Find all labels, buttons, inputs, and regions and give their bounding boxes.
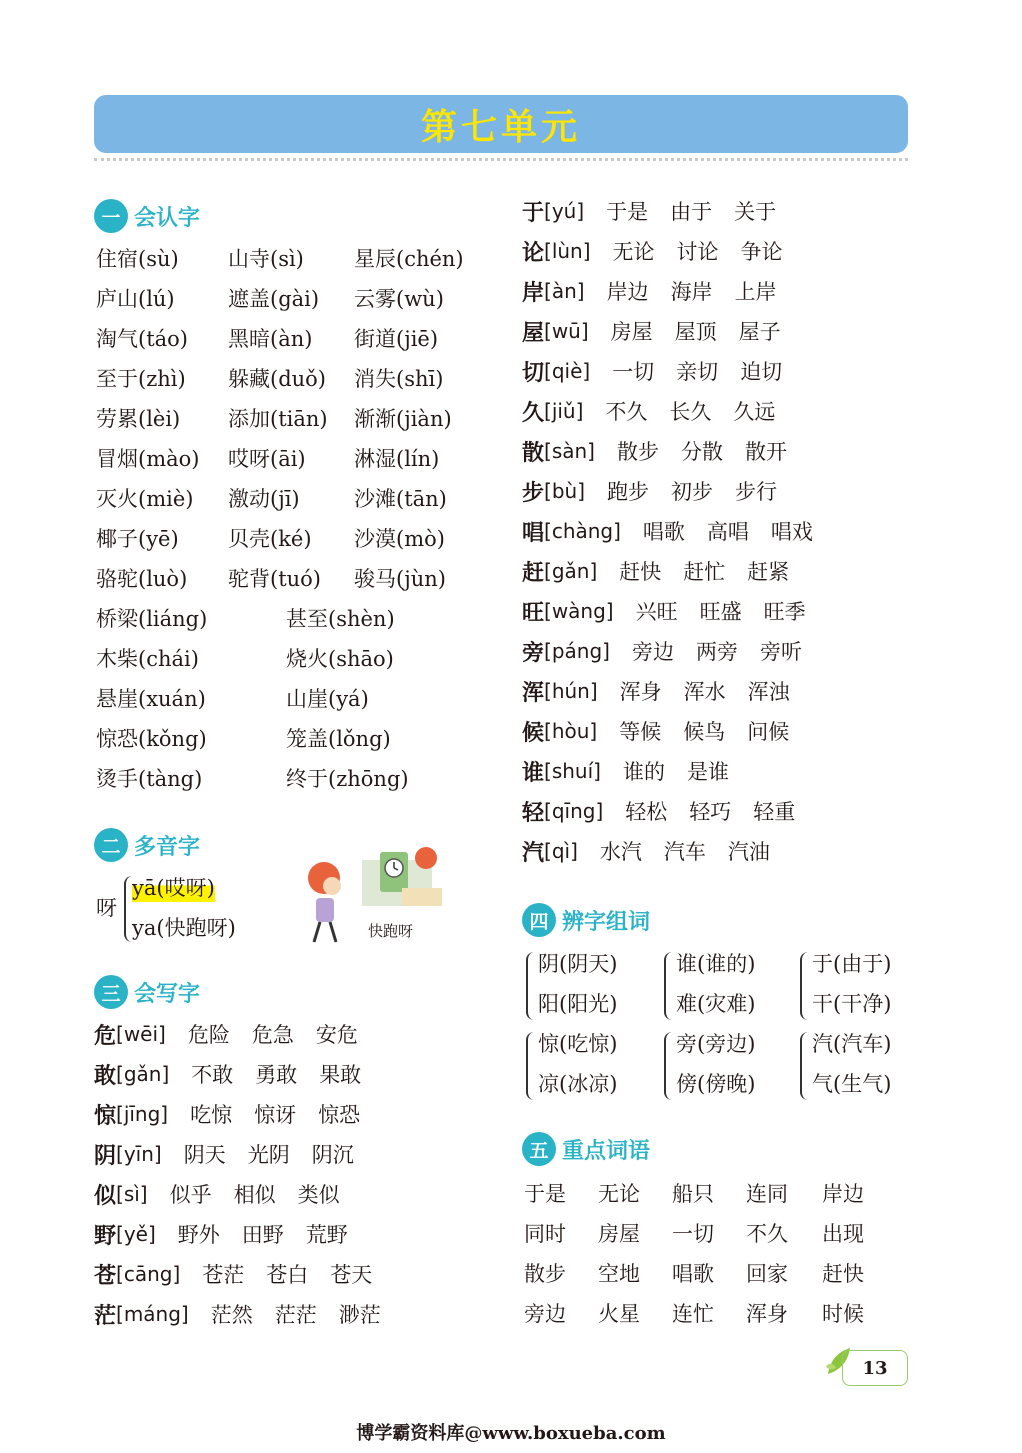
compare-word-2: 难(灾难) bbox=[676, 992, 756, 1016]
compare-brace bbox=[664, 952, 674, 1020]
example-word: 于是 bbox=[606, 200, 649, 224]
recognize-word: 椰子(yē) bbox=[96, 527, 179, 551]
write-word-row bbox=[94, 1214, 348, 1254]
compare-brace bbox=[664, 1032, 674, 1100]
recognize-word: 冒烟(mào) bbox=[96, 447, 200, 471]
example-word: 旺季 bbox=[763, 600, 806, 624]
write-example-words bbox=[189, 1299, 381, 1329]
example-word: 旺盛 bbox=[699, 600, 742, 624]
example-word: 惊讶 bbox=[254, 1103, 297, 1127]
write-char: 散 bbox=[522, 439, 545, 466]
write-word-row bbox=[94, 1134, 354, 1174]
unit-title: 第七单元 bbox=[420, 106, 581, 148]
section-2-title: 多音字 bbox=[134, 834, 201, 860]
example-word: 吃惊 bbox=[190, 1103, 233, 1127]
write-word-row bbox=[522, 471, 777, 511]
recognize-word: 住宿(sù) bbox=[96, 247, 179, 271]
example-word: 轻松 bbox=[625, 800, 668, 824]
compare-word-1: 于(由于) bbox=[812, 952, 892, 976]
key-word: 不久 bbox=[746, 1222, 788, 1246]
write-example-words bbox=[590, 356, 782, 386]
write-example-words bbox=[597, 716, 789, 746]
write-char: 苍 bbox=[94, 1262, 117, 1289]
write-char: 旁 bbox=[522, 639, 545, 666]
write-char: 屋 bbox=[522, 319, 545, 346]
example-word: 惊恐 bbox=[318, 1103, 361, 1127]
write-word-row bbox=[94, 1174, 340, 1214]
example-word: 久远 bbox=[733, 400, 776, 424]
example-word: 渺茫 bbox=[338, 1303, 381, 1327]
recognize-word: 驼背(tuó) bbox=[228, 567, 321, 591]
recognize-word: 沙滩(tān) bbox=[354, 487, 447, 511]
section-2-header bbox=[94, 828, 200, 862]
write-char: 候 bbox=[522, 719, 545, 746]
write-pinyin: [gǎn] bbox=[116, 1062, 170, 1086]
key-word: 赶快 bbox=[822, 1262, 864, 1286]
example-word: 果敢 bbox=[319, 1063, 362, 1087]
example-word: 讨论 bbox=[676, 240, 719, 264]
example-word: 长久 bbox=[669, 400, 712, 424]
write-pinyin: [chàng] bbox=[544, 519, 621, 543]
example-word: 苍茫 bbox=[202, 1263, 245, 1287]
recognize-word: 黑暗(àn) bbox=[228, 327, 313, 351]
footer-watermark: 博学霸资料库@www.boxueba.com bbox=[356, 1423, 666, 1444]
recognize-word: 遮盖(gài) bbox=[228, 287, 320, 311]
example-word: 苍天 bbox=[330, 1263, 373, 1287]
write-word-row bbox=[522, 591, 806, 631]
example-word: 水汽 bbox=[599, 840, 642, 864]
section-3-number: 三 bbox=[94, 975, 128, 1009]
write-pinyin: [máng] bbox=[116, 1302, 189, 1326]
section-1-title: 会认字 bbox=[134, 205, 201, 231]
section-1-header bbox=[94, 199, 200, 233]
example-word: 汽油 bbox=[727, 840, 770, 864]
compare-word-1: 旁(旁边) bbox=[676, 1032, 756, 1056]
recognize-word: 贝壳(ké) bbox=[228, 527, 312, 551]
write-example-words bbox=[603, 796, 795, 826]
example-word: 勇敢 bbox=[255, 1063, 298, 1087]
recognize-word: 灭火(miè) bbox=[96, 487, 194, 511]
example-word: 问候 bbox=[747, 720, 790, 744]
example-word: 危险 bbox=[187, 1023, 230, 1047]
example-word: 轻重 bbox=[753, 800, 796, 824]
example-word: 谁的 bbox=[622, 760, 665, 784]
example-word: 亲切 bbox=[676, 360, 719, 384]
write-char: 于 bbox=[522, 199, 545, 226]
write-pinyin: [àn] bbox=[544, 279, 585, 303]
write-word-row bbox=[94, 1054, 361, 1094]
recognize-word: 骏马(jùn) bbox=[354, 567, 446, 591]
write-pinyin: [qiè] bbox=[544, 359, 591, 383]
compare-word-2: 阳(阳光) bbox=[538, 992, 618, 1016]
example-word: 等候 bbox=[619, 720, 662, 744]
write-pinyin: [wàng] bbox=[544, 599, 614, 623]
write-char: 危 bbox=[94, 1022, 117, 1049]
write-word-row bbox=[522, 311, 781, 351]
unit-title-bar bbox=[94, 95, 908, 153]
write-example-words bbox=[591, 236, 783, 266]
write-word-row bbox=[522, 391, 775, 431]
example-word: 似乎 bbox=[169, 1183, 212, 1207]
compare-brace bbox=[526, 1032, 536, 1100]
recognize-word: 淋湿(lín) bbox=[354, 447, 440, 471]
write-pinyin: [yě] bbox=[116, 1222, 156, 1246]
write-pinyin: [wēi] bbox=[116, 1022, 166, 1046]
section-5-title: 重点词语 bbox=[562, 1138, 651, 1164]
example-word: 赶忙 bbox=[683, 560, 726, 584]
recognize-word: 骆驼(luò) bbox=[96, 567, 188, 591]
recognize-word: 云雾(wù) bbox=[354, 287, 444, 311]
write-word-row bbox=[522, 711, 789, 751]
section-5-header bbox=[522, 1132, 650, 1166]
write-pinyin: [qīng] bbox=[544, 799, 604, 823]
write-pinyin: [sì] bbox=[116, 1182, 148, 1206]
polyphone-line-1: yā(哎呀) bbox=[132, 872, 215, 902]
write-example-words bbox=[583, 396, 775, 426]
write-char: 阴 bbox=[94, 1142, 117, 1169]
example-word: 赶快 bbox=[619, 560, 662, 584]
compare-word-1: 惊(吃惊) bbox=[538, 1032, 618, 1056]
example-word: 屋顶 bbox=[674, 320, 717, 344]
write-example-words bbox=[595, 436, 787, 466]
compare-brace bbox=[800, 952, 810, 1020]
key-word: 同时 bbox=[524, 1222, 566, 1246]
write-char: 浑 bbox=[522, 679, 545, 706]
recognize-word: 惊恐(kǒng) bbox=[96, 727, 207, 751]
section-4-header bbox=[522, 903, 650, 937]
example-word: 荒野 bbox=[305, 1223, 348, 1247]
key-word: 回家 bbox=[746, 1262, 788, 1286]
write-example-words bbox=[589, 316, 781, 346]
example-word: 阴天 bbox=[183, 1143, 226, 1167]
key-word: 空地 bbox=[598, 1262, 640, 1286]
write-pinyin: [wū] bbox=[544, 319, 589, 343]
write-example-words bbox=[169, 1059, 361, 1089]
write-example-words bbox=[610, 636, 802, 666]
illustration-caption: 快跑呀 bbox=[368, 922, 414, 940]
example-word: 上岸 bbox=[734, 280, 777, 304]
write-char: 轻 bbox=[522, 799, 545, 826]
recognize-word: 庐山(lú) bbox=[96, 287, 175, 311]
recognize-word: 激动(jī) bbox=[228, 487, 300, 511]
compare-word-1: 阴(阴天) bbox=[538, 952, 618, 976]
key-word: 出现 bbox=[822, 1222, 864, 1246]
write-word-row bbox=[522, 231, 783, 271]
write-pinyin: [shuí] bbox=[544, 759, 601, 783]
recognize-word: 星辰(chén) bbox=[354, 247, 464, 271]
recognize-word: 笼盖(lǒng) bbox=[286, 727, 391, 751]
example-word: 海岸 bbox=[670, 280, 713, 304]
write-pinyin: [sàn] bbox=[544, 439, 595, 463]
write-example-words bbox=[180, 1259, 372, 1289]
recognize-word: 躲藏(duǒ) bbox=[228, 367, 326, 391]
section-3-title: 会写字 bbox=[134, 981, 201, 1007]
write-example-words bbox=[156, 1219, 348, 1249]
example-word: 争论 bbox=[740, 240, 783, 264]
compare-word-2: 傍(傍晚) bbox=[676, 1072, 756, 1096]
example-word: 茫茫 bbox=[274, 1303, 317, 1327]
write-char: 久 bbox=[522, 399, 545, 426]
example-word: 相似 bbox=[233, 1183, 276, 1207]
recognize-word: 木柴(chái) bbox=[96, 647, 199, 671]
page-number: 13 bbox=[842, 1350, 908, 1386]
example-word: 阴沉 bbox=[311, 1143, 354, 1167]
write-example-words bbox=[162, 1139, 354, 1169]
example-word: 光阴 bbox=[247, 1143, 290, 1167]
example-word: 田野 bbox=[241, 1223, 284, 1247]
example-word: 分散 bbox=[680, 440, 723, 464]
write-char: 敢 bbox=[94, 1062, 117, 1089]
example-word: 是谁 bbox=[686, 760, 729, 784]
example-word: 唱戏 bbox=[770, 520, 813, 544]
example-word: 旁听 bbox=[759, 640, 802, 664]
example-word: 浑身 bbox=[619, 680, 662, 704]
example-word: 汽车 bbox=[663, 840, 706, 864]
write-pinyin: [bù] bbox=[544, 479, 585, 503]
key-word: 岸边 bbox=[822, 1182, 864, 1206]
recognize-word: 至于(zhì) bbox=[96, 367, 186, 391]
key-word: 一切 bbox=[672, 1222, 714, 1246]
recognize-word: 淘气(táo) bbox=[96, 327, 188, 351]
compare-brace bbox=[526, 952, 536, 1020]
write-char: 赶 bbox=[522, 559, 545, 586]
key-word: 连同 bbox=[746, 1182, 788, 1206]
example-word: 赶紧 bbox=[747, 560, 790, 584]
write-word-row bbox=[522, 631, 802, 671]
compare-word-1: 谁(谁的) bbox=[676, 952, 756, 976]
write-word-row bbox=[522, 791, 795, 831]
write-char: 岸 bbox=[522, 279, 545, 306]
write-pinyin: [yú] bbox=[544, 199, 585, 223]
example-word: 步行 bbox=[735, 480, 777, 504]
write-pinyin: [cāng] bbox=[116, 1262, 181, 1286]
recognize-word: 悬崖(xuán) bbox=[96, 687, 206, 711]
example-word: 无论 bbox=[612, 240, 655, 264]
write-word-row bbox=[522, 431, 787, 471]
compare-brace bbox=[800, 1032, 810, 1100]
example-word: 初步 bbox=[671, 480, 713, 504]
write-char: 论 bbox=[522, 239, 545, 266]
key-word: 无论 bbox=[598, 1182, 640, 1206]
write-example-words bbox=[621, 516, 813, 546]
section-5-number: 五 bbox=[522, 1132, 556, 1166]
write-example-words bbox=[614, 596, 806, 626]
example-word: 关于 bbox=[734, 200, 777, 224]
write-word-row bbox=[522, 671, 790, 711]
write-example-words bbox=[598, 676, 790, 706]
write-char: 切 bbox=[522, 359, 545, 386]
write-word-row bbox=[94, 1294, 381, 1334]
example-word: 兴旺 bbox=[635, 600, 678, 624]
key-word: 房屋 bbox=[598, 1222, 640, 1246]
example-word: 岸边 bbox=[606, 280, 649, 304]
example-word: 散开 bbox=[744, 440, 787, 464]
recognize-word: 甚至(shèn) bbox=[286, 607, 395, 631]
write-pinyin: [hún] bbox=[544, 679, 598, 703]
recognize-word: 烫手(tàng) bbox=[96, 767, 203, 791]
compare-word-1: 汽(汽车) bbox=[812, 1032, 892, 1056]
section-4-title: 辨字组词 bbox=[562, 909, 651, 935]
example-word: 旁边 bbox=[631, 640, 674, 664]
example-word: 候鸟 bbox=[683, 720, 726, 744]
example-word: 野外 bbox=[177, 1223, 220, 1247]
write-char: 旺 bbox=[522, 599, 545, 626]
example-word: 屋子 bbox=[738, 320, 781, 344]
write-pinyin: [qì] bbox=[544, 839, 578, 863]
example-word: 由于 bbox=[670, 200, 713, 224]
recognize-word: 山崖(yá) bbox=[286, 687, 369, 711]
example-word: 安危 bbox=[315, 1023, 358, 1047]
write-char: 谁 bbox=[522, 759, 545, 786]
write-word-row bbox=[522, 271, 777, 311]
write-char: 野 bbox=[94, 1222, 117, 1249]
section-3-header bbox=[94, 975, 200, 1009]
polyphone-line-2: ya(快跑呀) bbox=[132, 916, 236, 940]
example-word: 浑浊 bbox=[747, 680, 790, 704]
write-word-row bbox=[94, 1014, 358, 1054]
recognize-word: 沙漠(mò) bbox=[354, 527, 445, 551]
compare-word-2: 干(干净) bbox=[812, 992, 892, 1016]
write-pinyin: [hòu] bbox=[544, 719, 598, 743]
example-word: 迫切 bbox=[740, 360, 783, 384]
write-pinyin: [páng] bbox=[544, 639, 610, 663]
write-word-row bbox=[522, 831, 770, 871]
write-char: 汽 bbox=[522, 839, 545, 866]
key-word: 散步 bbox=[524, 1262, 566, 1286]
write-word-row bbox=[94, 1094, 360, 1134]
key-word: 唱歌 bbox=[672, 1262, 714, 1286]
title-divider bbox=[94, 158, 908, 161]
write-pinyin: [jiǔ] bbox=[544, 399, 584, 423]
example-word: 不敢 bbox=[191, 1063, 234, 1087]
write-char: 茫 bbox=[94, 1302, 117, 1329]
section-2-number: 二 bbox=[94, 828, 128, 862]
compare-word-2: 凉(冰凉) bbox=[538, 1072, 618, 1096]
write-example-words bbox=[585, 276, 777, 306]
write-pinyin: [yīn] bbox=[116, 1142, 162, 1166]
key-word: 浑身 bbox=[746, 1302, 788, 1326]
recognize-word: 烧火(shāo) bbox=[286, 647, 394, 671]
write-pinyin: [lùn] bbox=[544, 239, 591, 263]
section-4-number: 四 bbox=[522, 903, 556, 937]
write-example-words bbox=[597, 556, 789, 586]
key-word: 连忙 bbox=[672, 1302, 714, 1326]
write-example-words bbox=[601, 756, 729, 786]
key-word: 火星 bbox=[598, 1302, 640, 1326]
example-word: 一切 bbox=[612, 360, 655, 384]
write-char: 似 bbox=[94, 1182, 117, 1209]
write-example-words bbox=[578, 836, 770, 866]
write-example-words bbox=[168, 1099, 360, 1129]
write-char: 惊 bbox=[94, 1102, 117, 1129]
section-1-number: 一 bbox=[94, 199, 128, 233]
recognize-word: 添加(tiān) bbox=[228, 407, 328, 431]
write-word-row bbox=[522, 511, 813, 551]
write-word-row bbox=[94, 1254, 372, 1294]
example-word: 两旁 bbox=[695, 640, 738, 664]
example-word: 跑步 bbox=[607, 480, 649, 504]
example-word: 不久 bbox=[605, 400, 648, 424]
key-word: 时候 bbox=[822, 1302, 864, 1326]
example-word: 房屋 bbox=[610, 320, 653, 344]
compare-word-2: 气(生气) bbox=[812, 1072, 892, 1096]
write-word-row bbox=[522, 351, 782, 391]
recognize-word: 桥梁(liáng) bbox=[96, 607, 208, 631]
write-word-row bbox=[522, 191, 776, 231]
recognize-word: 山寺(sì) bbox=[228, 247, 304, 271]
example-word: 茫然 bbox=[210, 1303, 253, 1327]
write-char: 步 bbox=[522, 479, 545, 506]
write-word-row bbox=[522, 751, 729, 791]
recognize-word: 渐渐(jiàn) bbox=[354, 407, 452, 431]
example-word: 浑水 bbox=[683, 680, 726, 704]
key-word: 于是 bbox=[524, 1182, 566, 1206]
write-example-words bbox=[585, 476, 777, 506]
key-word: 船只 bbox=[672, 1182, 714, 1206]
write-example-words bbox=[148, 1179, 340, 1209]
recognize-word: 消失(shī) bbox=[354, 367, 444, 391]
example-word: 苍白 bbox=[266, 1263, 309, 1287]
write-pinyin: [gǎn] bbox=[544, 559, 598, 583]
write-example-words bbox=[584, 196, 776, 226]
key-word: 旁边 bbox=[524, 1302, 566, 1326]
example-word: 危急 bbox=[251, 1023, 294, 1047]
write-example-words bbox=[166, 1019, 358, 1049]
example-word: 高唱 bbox=[706, 520, 749, 544]
write-char: 唱 bbox=[522, 519, 545, 546]
recognize-word: 哎呀(āi) bbox=[228, 447, 306, 471]
recognize-word: 街道(jiē) bbox=[354, 327, 439, 351]
polyphone-char: 呀 bbox=[96, 896, 117, 920]
example-word: 轻巧 bbox=[689, 800, 732, 824]
write-pinyin: [jīng] bbox=[116, 1102, 169, 1126]
example-word: 唱歌 bbox=[642, 520, 685, 544]
write-word-row bbox=[522, 551, 789, 591]
recognize-word: 终于(zhōng) bbox=[286, 767, 409, 791]
recognize-word: 劳累(lèi) bbox=[96, 407, 181, 431]
example-word: 散步 bbox=[616, 440, 659, 464]
example-word: 类似 bbox=[297, 1183, 340, 1207]
